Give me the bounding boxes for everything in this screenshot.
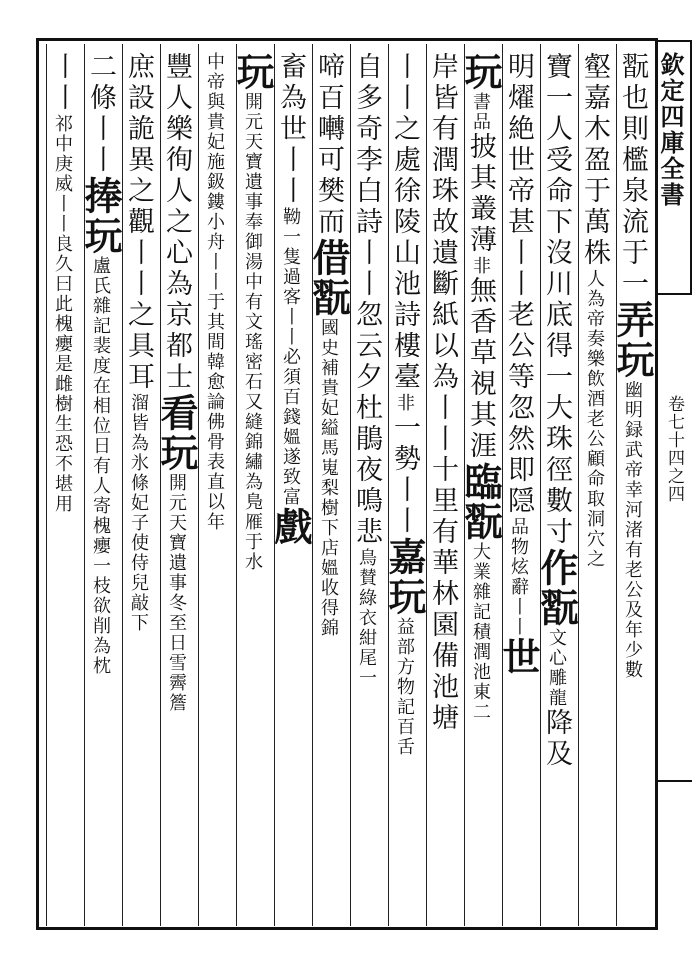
body-text: 披其叢薄 (465, 132, 496, 256)
annotation-text: 文心雕龍 (546, 628, 567, 708)
text-column (154, 52, 199, 922)
margin-volume: 卷七十四之四 (664, 395, 684, 503)
entry-heading: 翫 (534, 588, 579, 628)
body-text: 畜為世丨丨 (275, 52, 306, 207)
body-text: 啼百囀可樊而 (313, 52, 344, 238)
annotation-text: 靿一隻過客丨丨必須百錢媼遂致富 (280, 207, 301, 507)
entry-heading: 弄 (610, 300, 655, 340)
entry-heading: 玩 (458, 52, 503, 92)
annotation-text: 中帝與貴妃施鈒鏤小舟丨丨于其間韓愈論佛骨表直以年 (204, 52, 225, 532)
text-column (119, 52, 157, 922)
text-column (78, 52, 123, 922)
margin-title: 欽定四庫全書 (656, 52, 685, 208)
text-column (230, 52, 275, 922)
body-text: 降及 (541, 708, 572, 770)
annotation-text: 鳥賛綠衣紺尾一 (356, 548, 377, 688)
body-text: 自多奇李白詩丨丨忽云夕杜鵑夜鳴悲 (351, 52, 382, 548)
entry-heading: 借 (306, 238, 351, 278)
annotation-text: 大業雜記積潤池東二 (470, 542, 491, 722)
entry-heading: 作 (534, 548, 579, 588)
entry-heading: 玩 (382, 577, 427, 617)
entry-heading: 玩 (78, 216, 123, 256)
body-text: 十里有華林園備池塘 (427, 455, 458, 734)
entry-heading: 戲 (268, 507, 313, 547)
entry-heading: 世 (496, 637, 541, 677)
annotation-text: 溜皆為氷條妃子使侍兒敲下 (128, 393, 149, 633)
text-column (496, 52, 541, 922)
body-text: 明燿絶世帝甚丨丨老公等忽然即隠 (503, 52, 534, 517)
text-column (610, 52, 655, 922)
text-column (382, 52, 427, 922)
margin-divider (658, 780, 692, 782)
annotation-text: 祁中庚威丨丨良久曰此槐癭是雌樹生恐不堪用 (52, 114, 73, 514)
entry-heading: 看 (154, 393, 199, 433)
entry-heading: 玩 (610, 340, 655, 380)
body-text: 豐人樂徇人之心為京都士 (161, 52, 192, 393)
body-text: 一勢丨丨 (389, 413, 420, 537)
body-text: 庶設詭異之觀丨丨之具耳 (123, 52, 154, 393)
annotation-text: 益部方物記百舌 (394, 617, 415, 757)
body-text: 岸皆有潤珠故遺斷紙以為丨丨 (427, 52, 458, 455)
text-column (43, 52, 81, 922)
text-column (347, 52, 385, 922)
text-column (423, 52, 461, 922)
entry-heading: 玩 (230, 52, 275, 92)
body-text: 翫也則檻泉流于一 (617, 52, 648, 300)
annotation-text: 開元天寶遺事奉御湯中有文瑤密石又縫錦繡為鳬雁于水 (242, 92, 263, 572)
body-text: 丨丨 (47, 52, 78, 114)
entry-heading: 玩 (154, 433, 199, 473)
body-text: 二條丨丨 (85, 52, 116, 176)
annotation-text: 非 (394, 393, 415, 413)
entry-heading: 嘉 (382, 537, 427, 577)
text-column (306, 52, 351, 922)
body-text: 寶一人受命下沒川底得一大珠徑數寸 (541, 52, 572, 548)
text-column (575, 52, 613, 922)
text-column (195, 52, 233, 922)
text-column (268, 52, 313, 922)
entry-heading: 翫 (458, 502, 503, 542)
annotation-text: 國史補貴妃縊馬嵬梨樹下店媼收得錦 (318, 318, 339, 638)
entry-heading: 翫 (306, 278, 351, 318)
entry-heading: 臨 (458, 462, 503, 502)
body-text: 無香草視其涯 (465, 276, 496, 462)
annotation-text: 幽明録武帝幸河渚有老公及年少數 (622, 380, 643, 680)
annotation-text: 書品 (470, 92, 491, 132)
annotation-text: 盧氏雜記裴度在相位日有人寄槐癭一枝欲削為枕 (90, 256, 111, 676)
annotation-text: 開元天寶遺事冬至日雪霽簷 (166, 473, 187, 713)
annotation-text: 非 (470, 256, 491, 276)
annotation-text: 人為帝奏樂飲酒老公顧命取洞穴之 (584, 269, 605, 569)
body-text: 丨丨之處徐陵山池詩樓臺 (389, 52, 420, 393)
text-column (458, 52, 503, 922)
annotation-text: 品物炫辭丨丨 (508, 517, 529, 637)
entry-heading: 捧 (78, 176, 123, 216)
body-text: 壑嘉木盈于萬株 (579, 52, 610, 269)
text-column (534, 52, 579, 922)
